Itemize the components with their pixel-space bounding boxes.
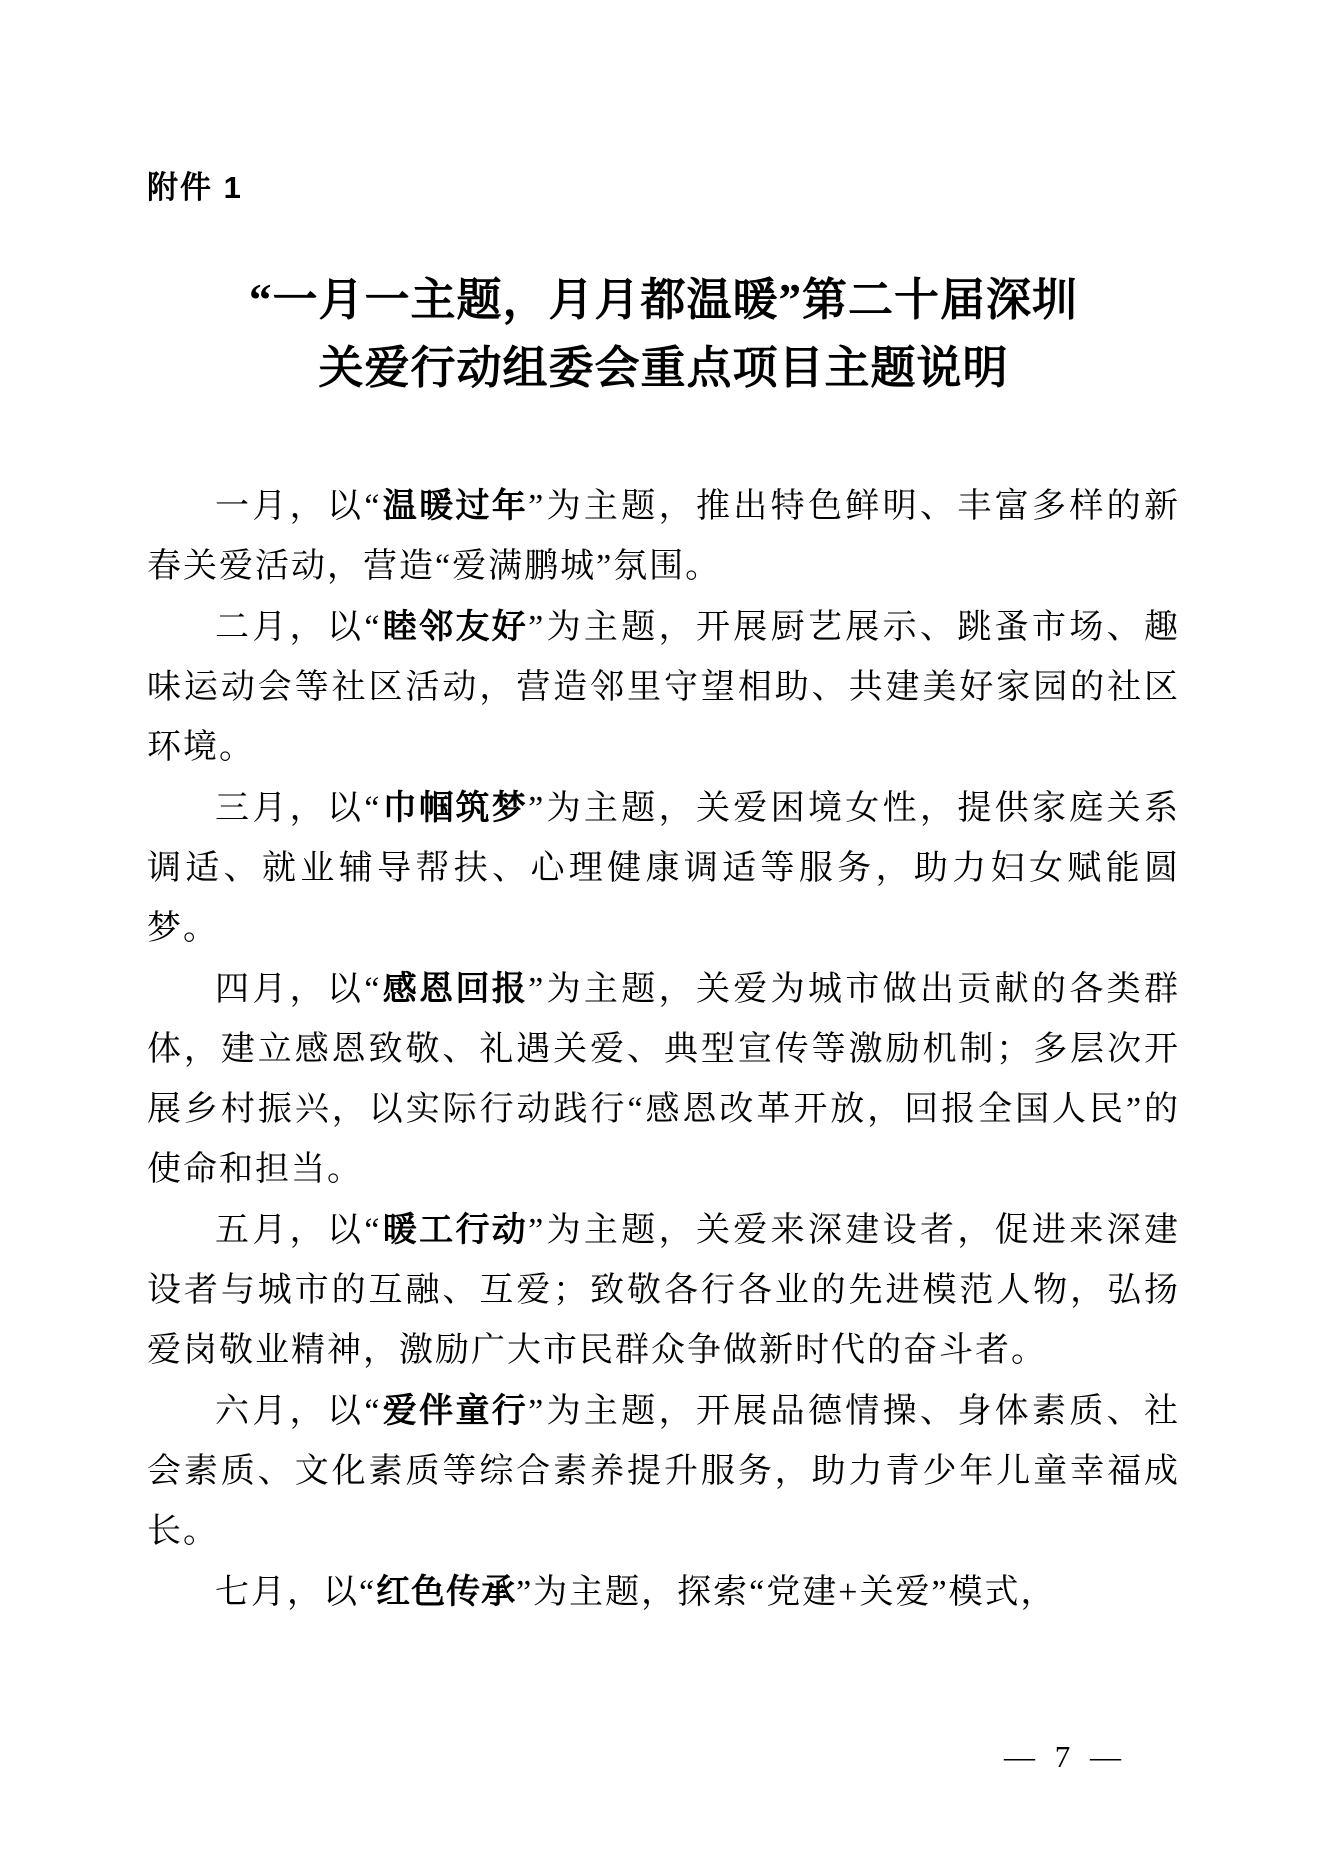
paragraph bbox=[147, 1562, 1180, 1623]
theme-keyword: 感恩回报 bbox=[381, 970, 529, 1008]
theme-keyword: 暖工行动 bbox=[381, 1211, 529, 1249]
page-number: — 7 — bbox=[1004, 1739, 1127, 1774]
paragraph bbox=[147, 476, 1180, 597]
text-run: 一月，以“ bbox=[215, 488, 382, 525]
document-title-line-2: 关爱行动组委会重点项目主题说明 bbox=[318, 342, 1009, 393]
text-run: ”为主题，探索“党建+关爱”模式， bbox=[516, 1574, 1057, 1611]
attachment-label: 附件 1 bbox=[147, 170, 243, 205]
text-run: ”为主题，关爱来深建设者，促进来深建设者与城市的互融、互爱；致敬各行各业的先进模范人物，弘扬爱岗敬业精神，激励广大市民群众争做新时代的奋斗者。 bbox=[147, 1212, 1181, 1369]
theme-keyword: 爱伴童行 bbox=[381, 1392, 529, 1430]
text-run: 五月，以“ bbox=[215, 1212, 382, 1249]
text-run: 六月，以“ bbox=[215, 1393, 382, 1430]
paragraph bbox=[147, 778, 1180, 959]
paragraph bbox=[147, 1381, 1180, 1562]
theme-keyword: 红色传承 bbox=[376, 1573, 517, 1611]
paragraph bbox=[147, 597, 1180, 778]
document-title-line-1: “一月一主题，月月都温暖”第二十届深圳 bbox=[248, 275, 1078, 325]
text-run: 四月，以“ bbox=[215, 971, 382, 1008]
document-body bbox=[147, 476, 1180, 1623]
text-run: ”为主题，开展品德情操、身体素质、社会素质、文化素质等综合素养提升服务，助力青少年儿童幸福成长。 bbox=[147, 1393, 1181, 1550]
text-run: ”为主题，推出特色鲜明、丰富多样的新春关爱活动，营造“爱满鹏城”氛围。 bbox=[147, 488, 1181, 585]
theme-keyword: 睦邻友好 bbox=[381, 608, 529, 646]
text-run: ”为主题，关爱为城市做出贡献的各类群体，建立感恩致敬、礼遇关爱、典型宣传等激励机制；多层次开展乡村振兴，以实际行动践行“感恩改革开放，回报全国人民”的使命和担当。 bbox=[147, 971, 1181, 1188]
text-run: ”为主题，开展厨艺展示、跳蚤市场、趣味运动会等社区活动，营造邻里守望相助、共建美好家园的社区环境。 bbox=[147, 609, 1181, 766]
text-run: 七月，以“ bbox=[215, 1574, 377, 1611]
text-run: 二月，以“ bbox=[215, 609, 382, 646]
theme-keyword: 温暖过年 bbox=[381, 487, 529, 525]
document-title bbox=[157, 267, 1170, 402]
paragraph bbox=[147, 1200, 1180, 1381]
text-run: 三月，以“ bbox=[215, 790, 382, 827]
paragraph bbox=[147, 959, 1180, 1200]
text-run: ”为主题，关爱困境女性，提供家庭关系调适、就业辅导帮扶、心理健康调适等服务，助力妇女赋能圆梦。 bbox=[147, 790, 1181, 947]
theme-keyword: 巾帼筑梦 bbox=[381, 789, 529, 827]
